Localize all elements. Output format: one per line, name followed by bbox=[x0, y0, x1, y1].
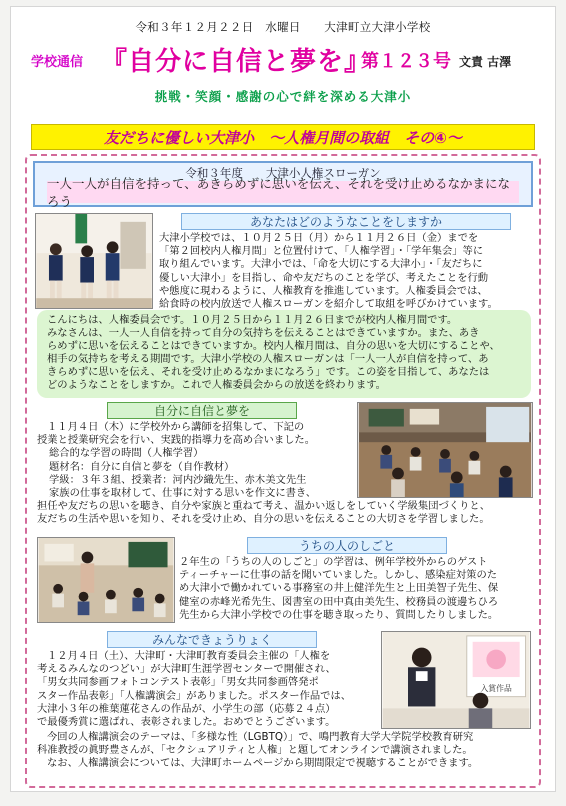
slogan-heading: 令和３年度 大津小人権スローガン bbox=[185, 166, 381, 180]
section2-line: 友だちの生活や思いを知り、それを受け止め、自分の思いを伝えることの大切さを学習しました。 bbox=[37, 513, 490, 526]
broadcast-script-box bbox=[37, 310, 531, 398]
photo-award-winners bbox=[381, 631, 531, 729]
section1-heading: あなたはどのようなことをしますか bbox=[181, 213, 511, 230]
section3-line: 健室の赤峰光希先生、図書室の田中真由美先生、校務員の渡邊ちひろ bbox=[179, 595, 499, 608]
issue-number: 第１２３号 bbox=[361, 51, 451, 72]
section2-line: 担任や友だちの思いを聴き、自分や家族と重ねて考え、温かい返しをしていく学級集団づくりと、 bbox=[37, 500, 491, 512]
photo-classroom-lesson bbox=[357, 402, 533, 498]
section1-body bbox=[159, 232, 531, 311]
section2-line: 家族の仕事を取材して、仕事に対する思いを作文に書き、 bbox=[49, 487, 317, 500]
section1-line: 取り組んでいます。大津小では、「命を大切にする大津小」・「友だちに bbox=[159, 258, 483, 271]
photo-award-winners-image bbox=[382, 632, 530, 728]
section2-heading: 自分に自信と夢を bbox=[107, 402, 297, 419]
newsletter-title: 『自分に自信と夢を』 bbox=[101, 47, 372, 77]
section4-line: 科准教授の眞野豊さんが、「セクシュアリティと人権」と題してオンラインで講演されました。 bbox=[37, 744, 473, 757]
section4-line: なお、人権講演会については、大津町ホームページから期間限定で視聴することができます。 bbox=[47, 757, 479, 770]
section4-line: 「男女共同参画フォトコンテスト表彰」「男女共同参画啓発ポ bbox=[37, 676, 319, 689]
section2-body-wide bbox=[37, 500, 533, 526]
section3-line: 先生から大津小学校での仕事を聴き取ったり、質問したりしました。 bbox=[179, 608, 499, 621]
section4-line: １２月４日（土）、大津町・大津町教育委員会主催の「人権を bbox=[47, 650, 331, 662]
section4-line: 考えるみんなのつどい」が大津町生涯学習センターで開催され、 bbox=[37, 663, 336, 676]
broadcast-line: らめずに思いを伝えることはできていますか。校内人権月間は、自分の思いを大切にすることや、 bbox=[47, 340, 500, 353]
award-caption: 入賞作品 bbox=[480, 683, 512, 693]
broadcast-line: こんにちは、人権委員会です。１０月２５日から１１月２６日までが校内人権月間です。 bbox=[47, 314, 458, 326]
title-row bbox=[31, 41, 541, 79]
series-label: 学校通信 bbox=[31, 55, 84, 70]
section1-line: 給食時の校内放送で人権スローガンを紹介して取組を呼びかけています。 bbox=[159, 298, 498, 311]
section4-body-wide bbox=[37, 731, 533, 771]
section3-heading: うちの人のしごと bbox=[247, 537, 447, 554]
section2-line: 授業と授業研究会を行い、実践的指導力を高め合いました。 bbox=[37, 434, 316, 447]
section4-heading: みんなできょうりょく bbox=[107, 631, 317, 648]
section3-line: ２年生の「うちの人のしごと」の学習は、例年学校外からのゲスト bbox=[179, 556, 488, 568]
section4-line: 大津小３年の椎葉蓮花さんの作品が、小学生の部（応募２４点） bbox=[37, 702, 336, 715]
section2-line: 学級：３年３組、授業者：河内沙織先生、赤木美文先生 bbox=[49, 473, 307, 486]
subtitle-banner: 友だちに優しい大津小 〜人権月間の取組 その④〜 bbox=[31, 124, 535, 150]
broadcast-line: みなさんは、一人一人自信を持って自分の気持ちを伝えることはできていますか。また、あき bbox=[47, 327, 480, 340]
photo-classroom-lesson-image bbox=[358, 403, 532, 497]
broadcast-line: 相手の気持ちを考える期間です。大津小学校の人権スローガンは「一人一人が自信を持って、あ bbox=[47, 353, 489, 366]
section1-line: 「第２回校内人権月間」と位置付けて、「人権学習」・「学年集会」等に bbox=[159, 245, 484, 258]
slogan-text: 一人一人が自信を持って、あきらめずに思いを伝え、それを受け止めるなかまになろう bbox=[47, 181, 519, 203]
section4-body bbox=[37, 650, 379, 729]
section4-line: で最優秀賞に選ばれ、表彰されました。おめでとうございます。 bbox=[37, 716, 336, 729]
broadcast-line: きらめずに思いを伝え、それを受け止めるなかまになろう」です。この姿を目指して、あなたは bbox=[47, 366, 490, 379]
section1-line: 優しい大津小」を目指し、命や友だちのことを学び、考えたことを行動 bbox=[159, 271, 489, 284]
section2-line: 題材名：自分に自信と夢を（自作教材） bbox=[49, 460, 235, 473]
newsletter-page bbox=[10, 6, 556, 792]
broadcast-line: どのようなことをしますか。これで人権委員会からの放送を終わります。 bbox=[47, 379, 386, 392]
section2-line: 総合的な学習の時間（人権学習） bbox=[49, 447, 204, 460]
section4-line: 今回の人権講演会のテーマは、「多様な性（LGBTQ）」で、鳴門教育大学大学院学校教育研究 bbox=[47, 731, 474, 743]
section1-line: 大津小学校では、１０月２５日（月）から１１月２６日（金）までを bbox=[159, 232, 479, 244]
photo-students-broadcast bbox=[35, 213, 153, 309]
section2-line: １１月４日（木）に学校外から講師を招集して、下記の bbox=[47, 421, 305, 433]
date-line: 令和３年１２月２２日 水曜日 大津町立大津小学校 bbox=[135, 20, 431, 34]
photo-guest-teacher-image bbox=[38, 538, 174, 622]
section3-line: め大津小で働かれている事務室の井上健洋先生と上田美智子先生、保 bbox=[179, 582, 499, 595]
photo-students-broadcast-image bbox=[36, 214, 152, 308]
section3-line: ティーチャーに仕事の話を聞いていました。しかし、感染症対策のた bbox=[179, 569, 498, 582]
school-motto: 挑戦・笑顔・感謝の心で絆を深める大津小 bbox=[154, 89, 412, 104]
photo-guest-teacher bbox=[37, 537, 175, 623]
section4-line: スター作品表彰」「人権講演会」がありました。ポスター作品では、 bbox=[37, 689, 352, 702]
section1-line: や態度に現わるように、人権教育を推進しています。人権委員会では、 bbox=[159, 284, 488, 297]
section3-body bbox=[179, 556, 533, 622]
section2-body bbox=[37, 421, 355, 500]
slogan-box bbox=[33, 161, 533, 207]
author-credit: 文責 古澤 bbox=[459, 55, 512, 69]
